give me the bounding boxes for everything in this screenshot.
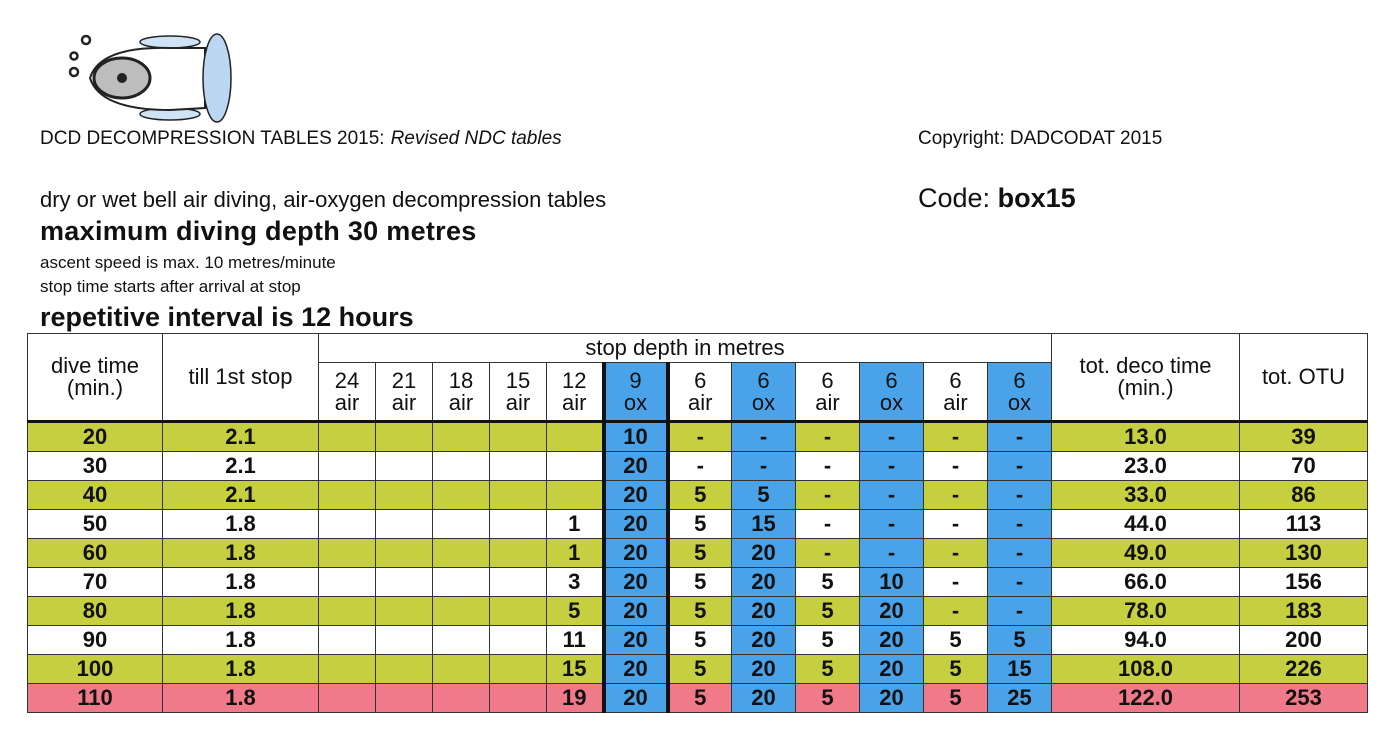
till-first-stop-cell: 2.1 <box>163 481 319 510</box>
dive-time-cell: 30 <box>28 452 163 481</box>
till-first-stop-cell: 2.1 <box>163 422 319 452</box>
stop-column-header <box>668 363 732 422</box>
stop-time-cell: - <box>860 539 924 568</box>
total-otu-cell: 156 <box>1240 568 1368 597</box>
stop-time-cell <box>490 655 547 684</box>
stop-time-cell: - <box>924 452 988 481</box>
stop-time-cell <box>547 422 604 452</box>
stop-time-cell <box>433 452 490 481</box>
stop-gas-label: air <box>448 389 474 415</box>
stop-column-header <box>433 363 490 422</box>
stop-gas-label: air <box>505 389 531 415</box>
stop-time-cell: 19 <box>547 684 604 713</box>
table-row <box>28 655 1368 684</box>
total-deco-cell: 108.0 <box>1052 655 1240 684</box>
stop-time-cell: 5 <box>668 597 732 626</box>
stop-column-header <box>604 363 668 422</box>
stop-time-cell: 20 <box>604 626 668 655</box>
stop-time-cell: 5 <box>668 539 732 568</box>
stop-depth-label: 12 <box>562 367 587 393</box>
dive-time-cell: 90 <box>28 626 163 655</box>
header-dive-time-line1: dive time <box>50 353 140 378</box>
header-total-deco-time <box>1052 334 1240 422</box>
stop-time-cell: 20 <box>860 655 924 684</box>
stop-time-cell: - <box>860 510 924 539</box>
table-row <box>28 539 1368 568</box>
stop-time-cell <box>319 568 376 597</box>
dive-time-cell: 80 <box>28 597 163 626</box>
stop-column-header <box>319 363 376 422</box>
table-row <box>28 597 1368 626</box>
stop-gas-label: air <box>943 389 968 415</box>
stop-time-cell <box>376 539 433 568</box>
stop-gas-label: air <box>688 389 713 415</box>
stop-time-cell <box>376 597 433 626</box>
stop-gas-label: ox <box>623 389 648 415</box>
till-first-stop-cell: 1.8 <box>163 568 319 597</box>
till-first-stop-cell: 1.8 <box>163 539 319 568</box>
stop-time-cell: - <box>988 422 1052 452</box>
table-row <box>28 510 1368 539</box>
stop-time-cell: 5 <box>796 655 860 684</box>
stop-time-cell: 20 <box>732 655 796 684</box>
stop-time-cell: 5 <box>924 655 988 684</box>
stop-depth-label: 6 <box>949 367 962 393</box>
stop-time-cell: 5 <box>988 626 1052 655</box>
dive-time-cell: 110 <box>28 684 163 713</box>
stop-time-cell: - <box>988 452 1052 481</box>
dive-time-cell: 20 <box>28 422 163 452</box>
stop-time-cell: 5 <box>668 510 732 539</box>
total-deco-cell: 33.0 <box>1052 481 1240 510</box>
total-otu-cell: 183 <box>1240 597 1368 626</box>
stop-time-cell: 20 <box>860 684 924 713</box>
stop-time-cell: - <box>924 568 988 597</box>
dadcodat-logo-icon <box>60 28 240 128</box>
stop-time-cell: - <box>924 597 988 626</box>
header-till-first-stop: till 1st stop <box>163 334 319 422</box>
stop-time-cell <box>433 684 490 713</box>
dive-time-cell: 70 <box>28 568 163 597</box>
stop-time-cell <box>376 510 433 539</box>
stop-time-cell: 5 <box>796 684 860 713</box>
stop-gas-label: ox <box>879 389 904 415</box>
stop-time-cell <box>376 422 433 452</box>
stop-time-cell: - <box>924 422 988 452</box>
stop-time-cell <box>376 568 433 597</box>
title-text: DCD DECOMPRESSION TABLES 2015: <box>40 128 385 149</box>
stop-time-cell <box>376 655 433 684</box>
dive-time-cell: 40 <box>28 481 163 510</box>
stop-depth-label: 6 <box>821 367 834 393</box>
table-row <box>28 626 1368 655</box>
repetitive-interval-heading: repetitive interval is 12 hours <box>40 302 414 332</box>
stop-time-cell <box>433 655 490 684</box>
stop-column-header <box>796 363 860 422</box>
stop-time-cell: - <box>988 539 1052 568</box>
stop-gas-label: air <box>334 389 360 415</box>
dive-time-cell: 60 <box>28 539 163 568</box>
stop-time-cell: - <box>924 539 988 568</box>
stop-time-cell: - <box>796 481 860 510</box>
stop-time-cell: - <box>796 510 860 539</box>
total-deco-cell: 49.0 <box>1052 539 1240 568</box>
stop-time-cell <box>319 510 376 539</box>
stop-time-cell <box>433 626 490 655</box>
stop-column-header <box>547 363 604 422</box>
stop-time-cell: - <box>796 452 860 481</box>
stop-column-header <box>376 363 433 422</box>
table-body <box>28 422 1368 713</box>
stop-time-cell: 20 <box>604 568 668 597</box>
table-row <box>28 452 1368 481</box>
header-dive-time-line2: (min.) <box>66 375 124 400</box>
total-deco-cell: 13.0 <box>1052 422 1240 452</box>
header-total-deco-line1: tot. deco time <box>1079 353 1212 378</box>
total-otu-cell: 253 <box>1240 684 1368 713</box>
stop-depth-label: 24 <box>334 367 360 393</box>
stop-time-cell: 5 <box>924 626 988 655</box>
description-text: dry or wet bell air diving, air-oxygen decompression tables <box>40 187 607 212</box>
stop-time-cell: 11 <box>547 626 604 655</box>
stop-time-cell: 20 <box>604 481 668 510</box>
stop-time-cell: 20 <box>860 597 924 626</box>
stop-time-cell: 5 <box>924 684 988 713</box>
stop-time-cell: 20 <box>732 626 796 655</box>
stop-time-cell <box>490 452 547 481</box>
stop-time-cell: - <box>732 422 796 452</box>
stop-time-cell: - <box>988 510 1052 539</box>
stop-time-cell <box>547 452 604 481</box>
dive-time-cell: 50 <box>28 510 163 539</box>
total-deco-cell: 78.0 <box>1052 597 1240 626</box>
stop-depth-label: 6 <box>757 367 770 393</box>
stop-time-cell <box>490 510 547 539</box>
stop-time-cell: 20 <box>604 510 668 539</box>
stop-time-cell <box>433 568 490 597</box>
stop-time-cell: 20 <box>604 452 668 481</box>
stop-time-cell: - <box>796 539 860 568</box>
stop-time-cell: 20 <box>732 539 796 568</box>
stop-time-cell: 5 <box>796 597 860 626</box>
stop-time-cell <box>319 684 376 713</box>
stop-time-cell: 25 <box>988 684 1052 713</box>
dive-time-cell: 100 <box>28 655 163 684</box>
total-deco-cell: 66.0 <box>1052 568 1240 597</box>
code-label: Code: <box>918 183 991 213</box>
stop-time-cell: 20 <box>604 684 668 713</box>
stop-column-header <box>924 363 988 422</box>
code-value: box15 <box>997 183 1076 213</box>
stop-time-cell: 5 <box>668 684 732 713</box>
stop-time-cell: 15 <box>732 510 796 539</box>
copyright-text: Copyright: DADCODAT 2015 <box>918 128 1163 149</box>
stop-time-cell <box>433 481 490 510</box>
till-first-stop-cell: 1.8 <box>163 510 319 539</box>
till-first-stop-cell: 1.8 <box>163 655 319 684</box>
stop-time-cell <box>490 422 547 452</box>
stop-time-cell: 5 <box>668 655 732 684</box>
stop-column-header <box>988 363 1052 422</box>
stop-time-cell: 20 <box>732 684 796 713</box>
stop-time-cell <box>319 539 376 568</box>
stop-time-cell <box>433 510 490 539</box>
table-code <box>918 183 1076 214</box>
stop-time-cell <box>490 597 547 626</box>
stop-time-cell: 5 <box>547 597 604 626</box>
stop-column-header <box>732 363 796 422</box>
stop-time-cell: 5 <box>796 626 860 655</box>
stop-time-cell: 5 <box>668 481 732 510</box>
stop-time-cell: - <box>860 481 924 510</box>
stop-gas-label: air <box>562 389 587 415</box>
stop-depth-label: 9 <box>629 367 642 393</box>
total-deco-cell: 23.0 <box>1052 452 1240 481</box>
stop-time-cell <box>376 626 433 655</box>
stop-depth-label: 6 <box>1013 367 1026 393</box>
total-deco-cell: 44.0 <box>1052 510 1240 539</box>
stop-time-cell <box>490 684 547 713</box>
total-deco-cell: 122.0 <box>1052 684 1240 713</box>
stop-depth-label: 15 <box>505 367 531 393</box>
stop-time-cell <box>319 655 376 684</box>
stop-time-cell: 20 <box>860 626 924 655</box>
total-otu-cell: 200 <box>1240 626 1368 655</box>
stop-time-cell: 15 <box>547 655 604 684</box>
stop-depth-label: 21 <box>391 367 417 393</box>
stop-time-cell: 20 <box>604 597 668 626</box>
stop-time-cell <box>490 539 547 568</box>
ascent-speed-note: ascent speed is max. 10 metres/minute <box>40 253 336 272</box>
stop-time-cell: - <box>924 481 988 510</box>
total-otu-cell: 113 <box>1240 510 1368 539</box>
stop-time-cell <box>319 626 376 655</box>
stop-time-cell <box>376 481 433 510</box>
stop-time-cell <box>490 568 547 597</box>
stop-time-cell: 10 <box>604 422 668 452</box>
stop-column-header <box>490 363 547 422</box>
stop-time-cell: - <box>668 422 732 452</box>
stop-time-cell <box>433 539 490 568</box>
stop-time-cell <box>547 481 604 510</box>
total-deco-cell: 94.0 <box>1052 626 1240 655</box>
max-depth-heading: maximum diving depth 30 metres <box>40 216 477 246</box>
table-row <box>28 422 1368 452</box>
total-otu-cell: 86 <box>1240 481 1368 510</box>
stop-time-cell: 20 <box>604 655 668 684</box>
till-first-stop-cell: 1.8 <box>163 684 319 713</box>
till-first-stop-cell: 1.8 <box>163 597 319 626</box>
stop-time-cell <box>319 452 376 481</box>
stop-time-cell: 10 <box>860 568 924 597</box>
total-otu-cell: 226 <box>1240 655 1368 684</box>
table-row <box>28 568 1368 597</box>
decompression-table <box>27 333 1368 713</box>
till-first-stop-cell: 1.8 <box>163 626 319 655</box>
stop-time-cell <box>376 684 433 713</box>
stop-time-cell: - <box>988 481 1052 510</box>
stop-time-cell: 3 <box>547 568 604 597</box>
header-total-deco-line2: (min.) <box>1117 375 1174 400</box>
stop-time-cell: - <box>668 452 732 481</box>
stop-time-cell: - <box>860 452 924 481</box>
stop-time-cell <box>433 597 490 626</box>
table-row <box>28 684 1368 713</box>
stop-depth-label: 6 <box>694 367 707 393</box>
header-stop-depth: stop depth in metres <box>319 334 1052 363</box>
stop-time-cell: 20 <box>604 539 668 568</box>
stop-time-cell: - <box>732 452 796 481</box>
stop-time-cell <box>490 481 547 510</box>
stop-time-cell <box>319 422 376 452</box>
total-otu-cell: 130 <box>1240 539 1368 568</box>
stop-gas-label: ox <box>1007 389 1032 415</box>
subtitle-text: Revised NDC tables <box>390 128 562 149</box>
stop-time-cell: - <box>924 510 988 539</box>
table-row <box>28 481 1368 510</box>
stop-time-cell: - <box>988 597 1052 626</box>
total-otu-cell: 70 <box>1240 452 1368 481</box>
stop-time-note: stop time starts after arrival at stop <box>40 277 301 296</box>
stop-time-cell: 5 <box>732 481 796 510</box>
stop-column-header <box>860 363 924 422</box>
stop-time-cell: 5 <box>668 568 732 597</box>
stop-time-cell: 5 <box>668 626 732 655</box>
stop-time-cell <box>433 422 490 452</box>
stop-time-cell <box>319 597 376 626</box>
stop-time-cell: 5 <box>796 568 860 597</box>
stop-time-cell: 20 <box>732 597 796 626</box>
stop-gas-label: air <box>391 389 417 415</box>
header-dive-time <box>28 334 163 422</box>
stop-time-cell: 20 <box>732 568 796 597</box>
stop-time-cell: - <box>860 422 924 452</box>
document-title <box>40 128 562 150</box>
header-total-otu: tot. OTU <box>1240 334 1368 422</box>
stop-depth-label: 6 <box>885 367 898 393</box>
total-otu-cell: 39 <box>1240 422 1368 452</box>
stop-time-cell: - <box>988 568 1052 597</box>
stop-time-cell: 1 <box>547 510 604 539</box>
stop-gas-label: air <box>815 389 840 415</box>
till-first-stop-cell: 2.1 <box>163 452 319 481</box>
stop-time-cell: 15 <box>988 655 1052 684</box>
stop-time-cell: - <box>796 422 860 452</box>
stop-time-cell <box>490 626 547 655</box>
stop-depth-label: 18 <box>448 367 474 393</box>
stop-time-cell: 1 <box>547 539 604 568</box>
stop-gas-label: ox <box>751 389 776 415</box>
stop-time-cell <box>376 452 433 481</box>
stop-time-cell <box>319 481 376 510</box>
